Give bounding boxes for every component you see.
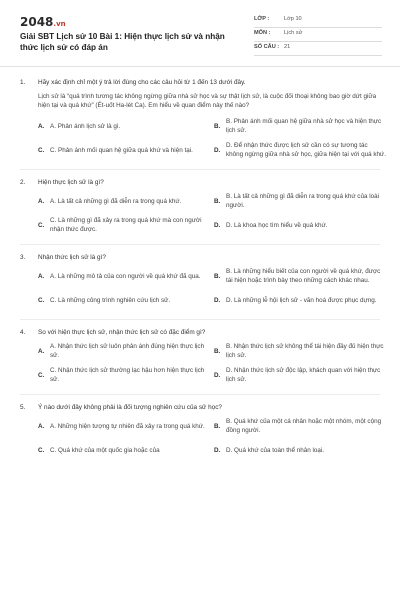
option-d[interactable] — [214, 216, 386, 234]
option-text: B. Nhận thức lịch sử không thể tái hiện đầy đủ hiện thực lịch sử. — [226, 343, 384, 359]
meta-subject — [254, 28, 382, 42]
question-stem: Lịch sử là “quá trình tương tác không ngừng giữa nhà sử học và sự thật lịch sử, là cuộc đối thoại không bao giờ dứt giữa hiện tại và quá khứ” (Ét-uốt Ha-lét Ca). Em hiểu về quan điểm này thế nào? — [38, 93, 377, 109]
page-title: Giải SBT Lịch sử 10 Bài 1: Hiện thực lịch sử và nhận thức lịch sử có đáp án — [20, 32, 225, 52]
question-list — [0, 78, 400, 465]
option-c[interactable] — [38, 291, 210, 309]
option-b[interactable] — [214, 342, 386, 360]
question-number: 2. — [20, 179, 26, 186]
divider — [20, 394, 380, 395]
question-2 — [0, 178, 400, 245]
meta-value: Lịch sử — [284, 30, 303, 36]
option-text: A. Là những mô tả của con người về quá khứ đã qua. — [50, 272, 201, 280]
option-letter: D. — [214, 221, 221, 229]
meta-label: LỚP : — [254, 16, 270, 22]
page-header — [0, 0, 400, 64]
option-text: C. Quá khứ của một quốc gia hoặc của — [50, 446, 160, 454]
option-text: C. Phản ánh mối quan hệ giữa quá khứ và hiện tại. — [50, 146, 193, 154]
option-letter: C. — [38, 221, 45, 229]
option-b[interactable] — [214, 417, 386, 435]
option-letter: D. — [214, 371, 221, 379]
option-text: C. Là những công trình nghiên cứu lịch sử. — [50, 296, 171, 304]
option-text: C. Là những gì đã xảy ra trong quá khứ mà con người nhận thức được. — [50, 217, 202, 233]
question-text: Nhận thức lịch sử là gì? — [38, 254, 106, 261]
option-text: A. Phản ánh lịch sử là gì. — [50, 122, 121, 130]
meta-label: MÔN : — [254, 30, 271, 36]
option-letter: B. — [214, 347, 221, 355]
option-letter: A. — [38, 272, 45, 280]
answer-options — [38, 417, 380, 459]
option-text: D. Để nhận thức được lịch sử cần có sự tương tác không ngừng giữa nhà sử học, giữa hiện tại với quá khứ. — [226, 142, 386, 158]
option-c[interactable] — [38, 366, 210, 384]
meta-value: Lớp 10 — [284, 16, 302, 22]
option-text: D. Là khoa học tìm hiểu về quá khứ. — [226, 221, 328, 229]
question-text: Ý nào dưới đây không phải là đối tượng nghiên cứu của sử học? — [38, 404, 222, 411]
option-text: A. Những hiện tượng tự nhiên đã xảy ra trong quá khứ. — [50, 422, 205, 430]
question-text: Hiện thực lịch sử là gì? — [38, 179, 104, 186]
option-letter: A. — [38, 197, 45, 205]
option-letter: D. — [214, 296, 221, 304]
option-letter: B. — [214, 422, 221, 430]
option-letter: B. — [214, 122, 221, 130]
option-text: D. Nhận thức lịch sử độc lập, khách quan với hiện thực lịch sử. — [226, 367, 381, 383]
option-a[interactable] — [38, 342, 210, 360]
option-letter: A. — [38, 122, 45, 130]
option-text: B. Là tất cả những gì đã diễn ra trong quá khứ của loài người. — [226, 193, 380, 209]
option-text: A. Là tất cả những gì đã diễn ra trong quá khứ. — [50, 197, 182, 205]
option-text: B. Là những hiểu biết của con người về quá khứ, được tái hiện hoặc trình bày theo những cách khác nhau. — [226, 268, 381, 284]
option-letter: C. — [38, 371, 45, 379]
option-letter: C. — [38, 146, 45, 154]
option-letter: D. — [214, 146, 221, 154]
option-b[interactable] — [214, 117, 386, 135]
answer-options — [38, 192, 380, 234]
option-text: A. Nhận thức lịch sử luôn phản ánh đúng hiện thực lịch sử. — [50, 343, 205, 359]
question-number: 3. — [20, 254, 26, 261]
answer-options — [38, 117, 386, 159]
option-a[interactable] — [38, 192, 210, 210]
option-d[interactable] — [214, 441, 386, 459]
question-number: 5. — [20, 404, 26, 411]
option-letter: B. — [214, 272, 221, 280]
meta-question-count — [254, 42, 382, 56]
question-1 — [0, 78, 400, 170]
option-letter: A. — [38, 422, 45, 430]
option-a[interactable] — [38, 117, 210, 135]
question-text: So với hiện thực lịch sử, nhận thức lịch sử có đặc điểm gì? — [38, 329, 206, 336]
question-number: 1. — [20, 79, 26, 86]
option-letter: B. — [214, 197, 221, 205]
option-d[interactable] — [214, 141, 386, 159]
option-d[interactable] — [214, 291, 386, 309]
question-number: 4. — [20, 329, 26, 336]
logo-domain: .vn — [53, 20, 66, 28]
option-c[interactable] — [38, 441, 210, 459]
question-3 — [0, 253, 400, 320]
option-a[interactable] — [38, 417, 210, 435]
option-d[interactable] — [214, 366, 386, 384]
option-c[interactable] — [38, 216, 210, 234]
divider — [20, 244, 380, 245]
option-b[interactable] — [214, 192, 386, 210]
option-letter: D. — [214, 446, 221, 454]
option-letter: A. — [38, 347, 45, 355]
option-text: B. Phản ánh mối quan hệ giữa nhà sử học và hiện thực lịch sử. — [226, 118, 382, 134]
divider — [254, 55, 382, 56]
option-text: D. Là những lễ hội lịch sử - văn hoá được phục dựng. — [226, 296, 377, 304]
option-letter: C. — [38, 446, 45, 454]
answer-options — [38, 267, 380, 309]
question-text: Hãy xác định chỉ một ý trả lời đúng cho các câu hỏi từ 1 đến 13 dưới đây. — [38, 79, 246, 86]
option-letter: C. — [38, 296, 45, 304]
answer-options — [38, 342, 384, 384]
header-divider — [0, 66, 400, 67]
option-c[interactable] — [38, 141, 210, 159]
logo-text: 2048 — [20, 15, 54, 29]
question-4 — [0, 328, 400, 395]
divider — [20, 319, 380, 320]
option-text: C. Nhận thức lịch sử thường lạc hậu hơn hiện thực lịch sử. — [50, 367, 205, 383]
meta-label: SỐ CÂU : — [254, 44, 280, 50]
question-5 — [0, 403, 400, 459]
option-b[interactable] — [214, 267, 386, 285]
meta-value: 21 — [284, 44, 291, 50]
option-a[interactable] — [38, 267, 210, 285]
site-logo[interactable] — [20, 15, 66, 29]
option-text: D. Quá khứ của toàn thể nhân loại. — [226, 446, 325, 454]
meta-grade — [254, 14, 382, 28]
divider — [20, 169, 380, 170]
option-text: B. Quá khứ của một cá nhân hoặc một nhóm, một cộng đồng người. — [226, 418, 382, 434]
